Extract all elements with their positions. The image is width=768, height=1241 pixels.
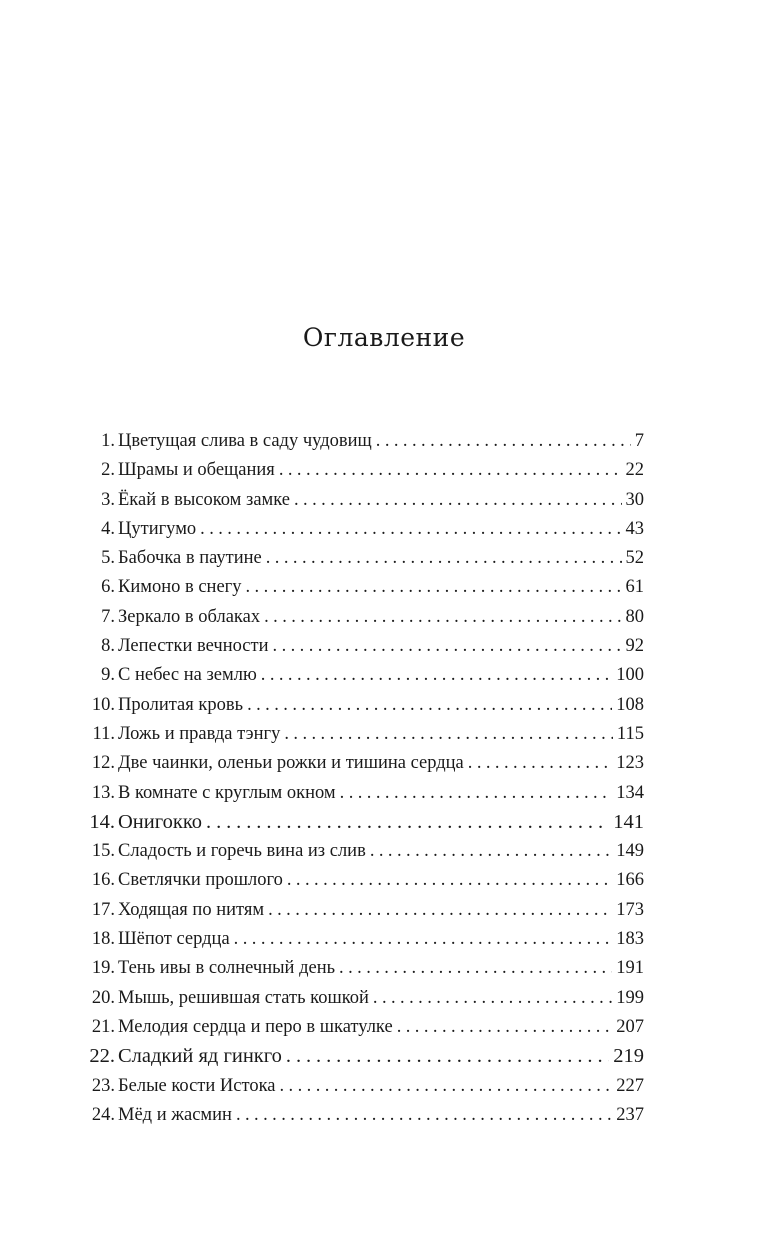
toc-entry-page: 134 [616, 782, 644, 803]
toc-entry-title: Шёпот сердца [118, 929, 230, 950]
toc-entry-number: 6. [101, 577, 115, 598]
toc-entry-number: 20. [91, 987, 115, 1008]
toc-entry-number: 3. [101, 489, 115, 510]
toc-dot-leader [376, 427, 631, 456]
toc-entry-title: Ходящая по нитям [118, 899, 265, 920]
toc-entry-number: 19. [91, 958, 115, 979]
toc-entry [82, 779, 644, 808]
page-title: Оглавление [302, 322, 466, 352]
toc-entry-number: 7. [101, 606, 115, 627]
toc-dot-leader [200, 515, 621, 544]
toc-entry-page: 92 [625, 636, 644, 657]
toc-entry-page: 30 [625, 489, 644, 510]
toc-entry [82, 954, 644, 983]
toc-entry-title: Сладкий яд гинкго [118, 1045, 282, 1068]
toc-entry-title: Две чаинки, оленьи рожки и тишина сердца [118, 753, 464, 774]
toc-dot-leader [373, 984, 612, 1013]
table-of-contents [82, 427, 644, 1130]
toc-entry [82, 896, 644, 925]
toc-dot-leader [268, 896, 612, 925]
toc-entry-title: С небес на землю [118, 665, 257, 686]
toc-entry-number: 23. [91, 1075, 115, 1096]
toc-entry-page: 7 [634, 431, 644, 451]
toc-entry-page: 199 [616, 987, 644, 1008]
toc-dot-leader [286, 1042, 609, 1071]
toc-entry-title: Цветущая слива в саду чудовищ [118, 431, 372, 451]
toc-entry-title: Шрамы и обещания [118, 460, 275, 481]
toc-entry [82, 1072, 644, 1101]
toc-entry-title: Мелодия сердца и перо в шкатулке [118, 1016, 393, 1037]
toc-entry [82, 691, 644, 720]
toc-dot-leader [294, 486, 622, 515]
toc-entry [82, 1101, 644, 1130]
toc-entry-page: 166 [616, 870, 644, 891]
toc-entry-page: 108 [616, 694, 644, 715]
toc-dot-leader [280, 1072, 613, 1101]
toc-entry-number: 24. [91, 1104, 115, 1125]
toc-entry-page: 191 [616, 958, 644, 979]
toc-dot-leader [246, 573, 622, 602]
toc-entry-number: 16. [91, 870, 115, 891]
toc-entry-page: 123 [616, 753, 644, 774]
toc-dot-leader [279, 456, 622, 485]
toc-entry-title: Мышь, решившая стать кошкой [118, 987, 369, 1008]
toc-entry-number: 10. [91, 694, 115, 715]
toc-entry-page: 141 [613, 810, 644, 833]
toc-entry-number: 8. [101, 636, 115, 657]
toc-entry-number: 12. [91, 753, 115, 774]
toc-entry-number: 15. [91, 841, 115, 862]
toc-entry-page: 61 [625, 577, 644, 598]
toc-entry [82, 837, 644, 866]
toc-entry-number: 17. [91, 899, 115, 920]
toc-dot-leader [397, 1013, 613, 1042]
toc-entry-page: 100 [616, 665, 644, 686]
toc-entry-number: 14. [89, 810, 115, 833]
toc-entry-number: 2. [101, 460, 115, 481]
toc-dot-leader [340, 779, 613, 808]
toc-entry [82, 925, 644, 954]
toc-entry [82, 603, 644, 632]
toc-dot-leader [206, 808, 609, 837]
toc-dot-leader [236, 1101, 612, 1130]
toc-entry-number: 9. [101, 665, 115, 686]
toc-entry-page: 52 [625, 548, 644, 569]
toc-entry-title: Белые кости Истока [118, 1075, 276, 1096]
toc-entry-title: Светлячки прошлого [118, 870, 283, 891]
toc-entry [82, 749, 644, 778]
toc-entry-page: 237 [616, 1104, 644, 1125]
toc-dot-leader [247, 691, 612, 720]
toc-dot-leader [234, 925, 613, 954]
toc-entry [82, 1042, 644, 1071]
toc-entry-number: 11. [92, 723, 115, 744]
toc-entry [82, 1013, 644, 1042]
toc-entry-title: Онигокко [118, 810, 203, 833]
toc-entry-page: 115 [616, 723, 644, 744]
toc-entry-title: Цутигумо [118, 518, 197, 539]
toc-dot-leader [284, 720, 613, 749]
toc-dot-leader [468, 749, 612, 778]
toc-entry-page: 80 [625, 606, 644, 627]
toc-entry [82, 984, 644, 1013]
toc-entry-title: Мёд и жасмин [118, 1104, 232, 1125]
toc-entry-title: Ложь и правда тэнгу [118, 723, 281, 744]
toc-entry-page: 43 [625, 518, 644, 539]
toc-dot-leader [261, 661, 612, 690]
toc-entry-title: Зеркало в облаках [118, 606, 261, 627]
toc-dot-leader [264, 603, 621, 632]
toc-entry-title: Тень ивы в солнечный день [118, 958, 336, 979]
toc-entry-title: В комнате с круглым окном [118, 782, 336, 803]
toc-entry-number: 18. [91, 929, 115, 950]
toc-dot-leader [339, 954, 612, 983]
toc-entry-page: 207 [616, 1016, 644, 1037]
toc-entry-page: 149 [616, 841, 644, 862]
toc-entry [82, 866, 644, 895]
toc-dot-leader [273, 632, 622, 661]
toc-entry [82, 486, 644, 515]
toc-entry [82, 573, 644, 602]
toc-entry [82, 661, 644, 690]
toc-entry-title: Бабочка в паутине [118, 548, 262, 569]
toc-entry-title: Лепестки вечности [118, 636, 269, 657]
toc-entry-page: 173 [616, 899, 644, 920]
toc-entry-number: 21. [91, 1016, 115, 1037]
toc-entry [82, 632, 644, 661]
toc-entry-title: Ёкай в высоком замке [118, 489, 290, 510]
toc-entry-number: 5. [101, 548, 115, 569]
toc-entry [82, 544, 644, 573]
toc-entry-title: Пролитая кровь [118, 694, 244, 715]
toc-entry [82, 515, 644, 544]
toc-entry-title: Кимоно в снегу [118, 577, 242, 598]
toc-entry-number: 22. [89, 1045, 115, 1068]
toc-entry-page: 22 [625, 460, 644, 481]
toc-entry-page: 219 [613, 1045, 644, 1068]
toc-entry-number: 4. [101, 518, 115, 539]
toc-entry-title: Сладость и горечь вина из слив [118, 841, 366, 862]
toc-entry-page: 227 [616, 1075, 644, 1096]
toc-dot-leader [370, 837, 612, 866]
toc-dot-leader [266, 544, 622, 573]
toc-entry [82, 720, 644, 749]
toc-dot-leader [287, 866, 612, 895]
toc-entry-number: 1. [101, 431, 115, 451]
toc-entry [82, 427, 644, 456]
toc-entry [82, 808, 644, 837]
toc-entry [82, 456, 644, 485]
toc-entry-page: 183 [616, 929, 644, 950]
toc-entry-number: 13. [91, 782, 115, 803]
